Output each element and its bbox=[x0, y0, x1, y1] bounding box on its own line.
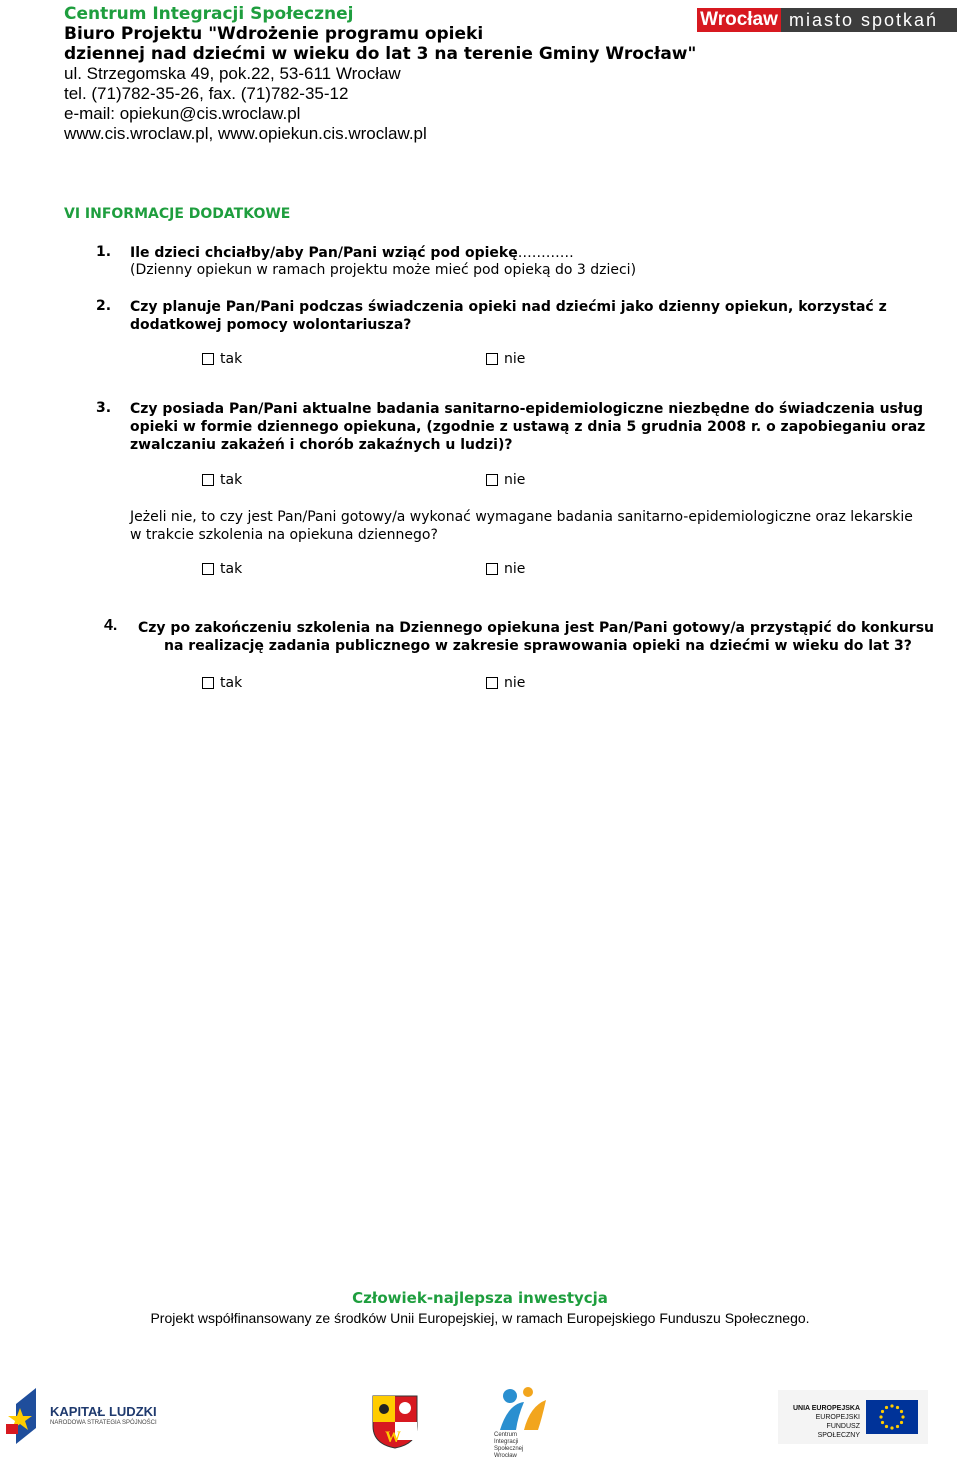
option-label: nie bbox=[504, 561, 526, 577]
cis-text-line: Wrocław bbox=[494, 1453, 517, 1459]
eu-logo bbox=[778, 1390, 928, 1444]
eu-text-line: EUROPEJSKI bbox=[815, 1414, 860, 1421]
q3-line-1: Czy posiada Pan/Pani aktualne badania sanitarno-epidemiologiczne niezbędne do świadczenia usług bbox=[130, 401, 924, 417]
q3-text bbox=[130, 400, 925, 454]
checkbox-icon[interactable] bbox=[486, 677, 498, 689]
q4-option-no[interactable] bbox=[486, 675, 525, 691]
q4-number: 4. bbox=[104, 617, 118, 634]
footer-slogan: Człowiek-najlepsza inwestycja bbox=[352, 1289, 608, 1307]
kapital-ludzki-logo bbox=[6, 1388, 186, 1444]
kapital-ludzki-star-icon bbox=[6, 1388, 46, 1444]
option-label: tak bbox=[220, 561, 243, 577]
header-block bbox=[64, 4, 696, 144]
org-name: Centrum Integracji Społecznej bbox=[64, 4, 354, 24]
q2-option-no[interactable] bbox=[486, 351, 525, 367]
eu-flag-icon bbox=[866, 1400, 918, 1434]
q1-dots: ………… bbox=[517, 245, 574, 261]
wroclaw-logo bbox=[697, 8, 957, 32]
option-label: tak bbox=[220, 675, 243, 691]
checkbox-icon[interactable] bbox=[202, 563, 214, 575]
phone: tel. (71)782-35-26, fax. (71)782-35-12 bbox=[64, 84, 349, 103]
wroclaw-coat-of-arms bbox=[371, 1394, 419, 1450]
section-title: VI INFORMACJE DODATKOWE bbox=[64, 206, 291, 222]
address: ul. Strzegomska 49, pok.22, 53-611 Wrocław bbox=[64, 64, 401, 83]
project-line-2: dziennej nad dziećmi w wieku do lat 3 na terenie Gminy Wrocław" bbox=[64, 44, 697, 64]
checkbox-icon[interactable] bbox=[202, 353, 214, 365]
q3-sub-option-no[interactable] bbox=[486, 561, 525, 577]
checkbox-icon[interactable] bbox=[202, 474, 214, 486]
eu-text-line: FUNDUSZ SPOŁECZNY bbox=[817, 1423, 860, 1439]
checkbox-icon[interactable] bbox=[202, 677, 214, 689]
q3-number: 3. bbox=[96, 400, 112, 416]
svg-text:W: W bbox=[385, 1429, 401, 1446]
project-line-1: Biuro Projektu "Wdrożenie programu opieki bbox=[64, 24, 484, 44]
q3-sub-line-2: w trakcie szkolenia na opiekuna dziennego? bbox=[130, 527, 438, 543]
q1-note: (Dzienny opiekun w ramach projektu może mieć pod opieką do 3 dzieci) bbox=[130, 262, 637, 278]
option-label: nie bbox=[504, 472, 526, 488]
cis-logo bbox=[494, 1386, 554, 1466]
eu-text-line: UNIA EUROPEJSKA bbox=[792, 1405, 860, 1412]
q2-text bbox=[130, 298, 887, 334]
q3-sub-question bbox=[130, 508, 913, 544]
cis-logo-text bbox=[494, 1432, 523, 1460]
checkbox-icon[interactable] bbox=[486, 563, 498, 575]
q2-option-yes[interactable] bbox=[202, 351, 242, 367]
q2-line-1: Czy planuje Pan/Pani podczas świadczenia opieki nad dziećmi jako dzienny opiekun, korzystać z bbox=[130, 299, 887, 315]
q4-line-2: na realizację zadania publicznego w zakresie sprawowania opieki na dziećmi w wieku do lat 3? bbox=[164, 638, 912, 654]
cis-text-line: Centrum bbox=[494, 1432, 518, 1438]
q4-line-1: Czy po zakończeniu szkolenia na Dziennego opiekuna jest Pan/Pani gotowy/a przystąpić do konkursu bbox=[138, 620, 935, 636]
checkbox-icon[interactable] bbox=[486, 353, 498, 365]
kl-subtitle: NARODOWA STRATEGIA SPÓJNOŚCI bbox=[50, 1420, 157, 1426]
footer-text: Projekt współfinansowany ze środków Unii Europejskiej, w ramach Europejskiego Funduszu Społecznego. bbox=[150, 1310, 810, 1326]
q2-line-2: dodatkowej pomocy wolontariusza? bbox=[130, 317, 412, 333]
q3-line-3: zwalczaniu zakażeń i chorób zakaźnych u ludzi)? bbox=[130, 437, 513, 453]
option-label: nie bbox=[504, 351, 526, 367]
wroclaw-logo-left: Wrocław bbox=[697, 8, 781, 32]
option-label: tak bbox=[220, 472, 243, 488]
eu-text bbox=[790, 1404, 860, 1440]
wroclaw-logo-right: miasto spotkań bbox=[781, 8, 957, 32]
q3-sub-line-1: Jeżeli nie, to czy jest Pan/Pani gotowy/a wykonać wymagane badania sanitarno-epidemiologiczne oraz lekarskie bbox=[130, 509, 913, 525]
option-label: tak bbox=[220, 351, 243, 367]
q1-number: 1. bbox=[96, 244, 112, 260]
option-label: nie bbox=[504, 675, 526, 691]
q3-option-yes[interactable] bbox=[202, 472, 242, 488]
coat-of-arms-icon bbox=[371, 1394, 419, 1450]
q1-text: Ile dzieci chciałby/aby Pan/Pani wziąć pod opiekę bbox=[130, 245, 518, 261]
cis-figure-icon bbox=[494, 1386, 554, 1434]
email: e-mail: opiekun@cis.wroclaw.pl bbox=[64, 104, 301, 123]
q3-sub-option-yes[interactable] bbox=[202, 561, 242, 577]
q3-line-2: opieki w formie dziennego opiekuna, (zgodnie z ustawą z dnia 5 grudnia 2008 r. o zapobieganiu oraz bbox=[130, 419, 926, 435]
checkbox-icon[interactable] bbox=[486, 474, 498, 486]
kl-title: KAPITAŁ LUDZKI bbox=[50, 1404, 157, 1419]
q2-number: 2. bbox=[96, 298, 112, 314]
q3-option-no[interactable] bbox=[486, 472, 525, 488]
website: www.cis.wroclaw.pl, www.opiekun.cis.wroclaw.pl bbox=[64, 124, 427, 143]
cis-text-line: Społecznej bbox=[494, 1446, 524, 1452]
q1-text-line bbox=[130, 244, 574, 262]
q4-option-yes[interactable] bbox=[202, 675, 242, 691]
cis-text-line: Integracji bbox=[494, 1439, 519, 1445]
